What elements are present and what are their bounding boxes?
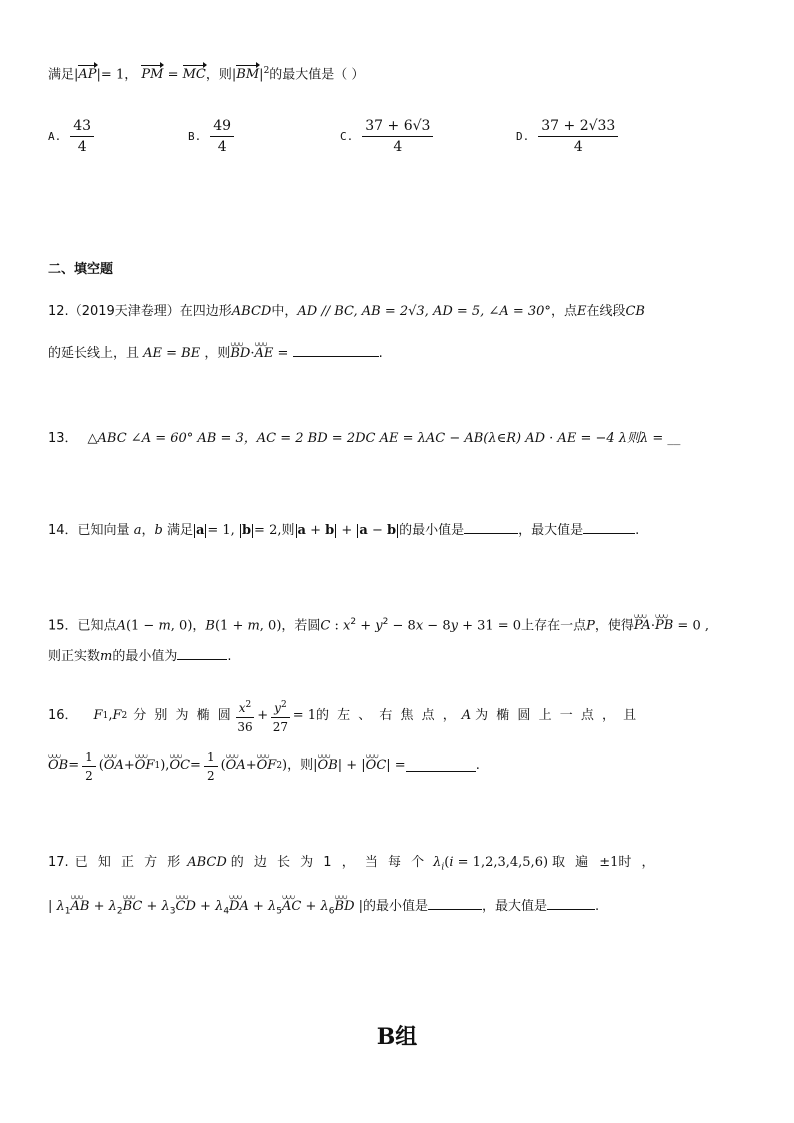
- q17-line-2: | $\lambda_1\cup\cup\cup$ AB + $\lambda_2\cup\cup\cup$ BC + $\lambda_3\cup\cup\cup$ CD + $\lambda_4\cup\cup\cup$ DA + $\lambda_5\cup\cup\cup$ AC + $\lambda_6\cup\cup\cup$ BD |的最小值是 ，最大值是 .: [48, 898, 599, 921]
- q12-line-2: 的延长线上，且 AE = BE ，则∪∪∪ BD·∪∪∪ AE = .: [48, 345, 383, 363]
- option-a[interactable]: A. $\frac{43}{4}$: [48, 118, 97, 155]
- q11-text: 满足: [48, 67, 75, 83]
- vector-ap: AP: [78, 67, 97, 83]
- q11-text: 的最大值是（ ）: [269, 67, 365, 83]
- option-d[interactable]: D. $\frac{37 + 2√33}{4}$: [516, 118, 621, 155]
- answer-blank-min[interactable]: [464, 523, 518, 534]
- q12-conditions: AD // BC, AB = 2√3, AD = 5, ∠A = 30°: [297, 304, 551, 319]
- q16-line-2: ∪∪∪ OB = $\frac{1}{2}$ ( ∪∪∪ OA + ∪∪∪ OF 1 ), ∪∪∪ OC = $\frac{1}{2}$ ( ∪∪∪ OA + ∪∪∪ OF 2 ) ，则 | ∪∪∪ OB | + | ∪∪∪ OC | = .: [48, 750, 480, 782]
- answer-blank-max[interactable]: [547, 899, 595, 910]
- q12-line-1: 12.（2019天津卷理）在四边形ABCD中，AD // BC, AB = 2√3, AD = 5, ∠A = 30°，点E在线段CB: [48, 304, 645, 319]
- q13-text: △ABC ∠A = 60° AB = 3，AC = 2 BD = 2DC AE = λAC − AB(λ∈R) AD · AE = −4 λ则λ = __: [87, 431, 681, 446]
- q11-stem: 满足|AP|= 1， PM = MC，则$|BM|^2$的最大值是（ ）: [48, 66, 365, 83]
- group-title: B组: [376, 1024, 418, 1050]
- answer-blank[interactable]: [177, 649, 227, 660]
- answer-blank-max[interactable]: [583, 523, 635, 534]
- q13-line: 13． △ABC ∠A = 60° AB = 3，AC = 2 BD = 2DC AE = λAC − AB(λ∈R) AD · AE = −4 λ则λ = __: [48, 431, 681, 446]
- answer-blank[interactable]: [406, 761, 476, 772]
- option-b[interactable]: B. $\frac{49}{4}$: [188, 118, 237, 155]
- q11-text: ，: [124, 67, 138, 83]
- answer-blank[interactable]: [293, 346, 379, 357]
- q11-text: ，则: [205, 67, 232, 83]
- option-c[interactable]: C. $\frac{37 + 6√3}{4}$: [340, 118, 436, 155]
- q12-source: （2019天津卷理）: [68, 304, 180, 319]
- section-title: 二、填空题: [48, 262, 114, 277]
- answer-blank-min[interactable]: [428, 899, 482, 910]
- q16-line-1: 16． F 1 , F 2 分 别 为 椭 圆 $\frac{x^2}{36}$ + $\frac{y^2}{27}$ = 1 的 左 、 右 焦 点 ， A 为 椭 圆 上 一 点 ， 且: [48, 700, 639, 734]
- q17-line-1: 17. 已 知 正 方 形 ABCD 的 边 长 为 1 ， 当 每 个 $\lambda_i(i = 1,2,3,4,5,6)$ 取 遍 ±1时 ，: [48, 855, 658, 873]
- q15-line-1: 15．已知点A(1 − m, 0)，B(1 + m, 0)，若圆C : $x^2 + y^2 - 8x - 8y + 31 = 0$上存在一点P，使得∪∪∪ PA·∪∪∪ PB = 0 ,: [48, 613, 709, 635]
- q14-line: 14．已知向量 a，b 满足 a = 1, b = 2,则 a + b + a − b 的最小值是 ，最大值是 .: [48, 523, 640, 538]
- q15-line-2: 则正实数m的最小值为 .: [48, 649, 232, 664]
